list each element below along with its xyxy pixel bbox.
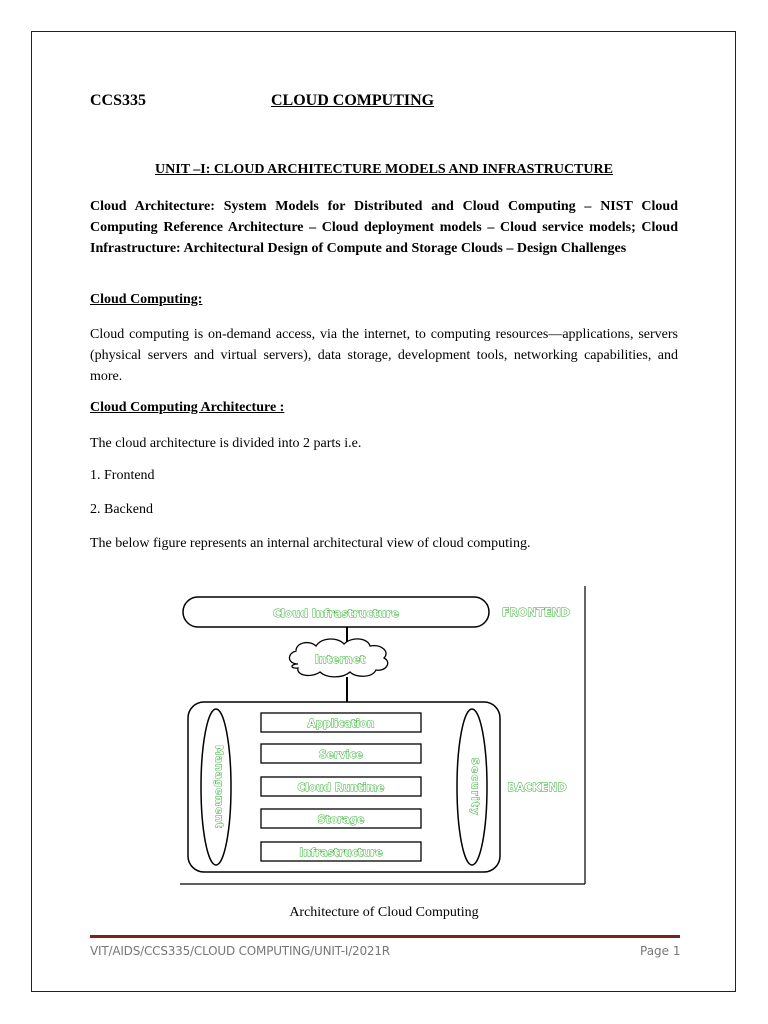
layer-storage: Storage bbox=[317, 814, 365, 826]
part-frontend: 1. Frontend bbox=[90, 468, 155, 483]
security-label: Security bbox=[469, 757, 480, 817]
layer-service: Service bbox=[319, 749, 363, 761]
footer-course-path: VIT/AIDS/CCS335/CLOUD COMPUTING/UNIT-I/2021R bbox=[90, 944, 390, 958]
unit-title: UNIT –I: CLOUD ARCHITECTURE MODELS AND INFRASTRUCTURE bbox=[155, 162, 613, 177]
cloud-computing-heading: Cloud Computing: bbox=[90, 292, 203, 307]
layer-application: Application bbox=[307, 718, 375, 730]
backend-label: BACKEND bbox=[507, 781, 567, 794]
cloud-architecture-diagram bbox=[170, 580, 600, 890]
management-label: Management bbox=[213, 745, 224, 829]
figure-intro: The below figure represents an internal architectural view of cloud computing. bbox=[90, 536, 531, 551]
internet-label: Internet bbox=[314, 653, 366, 666]
syllabus-text: Cloud Architecture: System Models for Distributed and Cloud Computing – NIST Cloud Computing Reference Architecture – Cloud deployment models – Cloud service models; Cloud Infrastructure: Architectural Design of Compute and Storage Clouds – Design Challenges bbox=[90, 199, 678, 256]
layer-cloud-runtime: Cloud Runtime bbox=[297, 782, 385, 794]
part-backend: 2. Backend bbox=[90, 502, 153, 517]
architecture-intro: The cloud architecture is divided into 2 parts i.e. bbox=[90, 436, 362, 451]
course-title: CLOUD COMPUTING bbox=[271, 92, 435, 109]
footer-rule bbox=[90, 935, 680, 938]
course-code: CCS335 bbox=[90, 92, 147, 109]
architecture-heading: Cloud Computing Architecture : bbox=[90, 400, 285, 415]
cloud-infrastructure-label: Cloud Infrastructure bbox=[272, 607, 400, 620]
frontend-label: FRONTEND bbox=[502, 606, 570, 619]
layer-infrastructure: Infrastructure bbox=[299, 847, 383, 859]
page-number: Page 1 bbox=[640, 944, 681, 958]
figure-caption: Architecture of Cloud Computing bbox=[289, 905, 479, 920]
cloud-computing-definition: Cloud computing is on-demand access, via the internet, to computing resources—applications, servers (physical servers and virtual servers), data storage, development tools, networking capabilities, and more. bbox=[90, 327, 678, 384]
